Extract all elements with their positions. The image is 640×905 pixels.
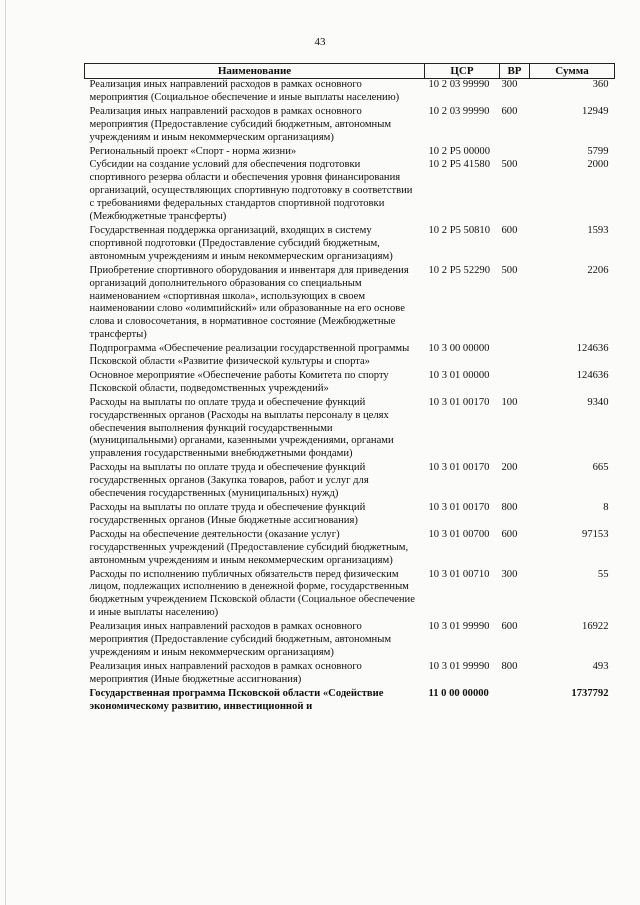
- cell-vr: [500, 688, 530, 715]
- cell-sum: 9340: [587, 396, 609, 408]
- table-row: [85, 462, 615, 502]
- cell-name: Реализация иных направлений расходов в рамках основного мероприятия (Предоставление субсидий бюджетным, автономным учреждениям и иным некоммерческим организациям): [89, 621, 392, 658]
- table-body: [85, 79, 615, 715]
- cell-vr: 200: [501, 462, 518, 474]
- cell-csr: 10 3 01 00700: [428, 528, 490, 540]
- cell-sum: 8: [603, 502, 609, 513]
- cell-vr: [500, 146, 530, 160]
- cell-sum: 665: [592, 462, 609, 474]
- cell-csr: 10 3 01 00000: [428, 369, 490, 381]
- cell-vr: 600: [501, 621, 518, 633]
- cell-csr: 10 2 P5 50810: [428, 224, 491, 236]
- cell-sum: 2000: [587, 159, 609, 171]
- cell-sum: 16922: [582, 621, 609, 633]
- cell-name: Региональный проект «Спорт - норма жизни»: [89, 145, 297, 157]
- cell-name: Расходы на выплаты по оплате труда и обеспечение функций государственных органов (Расходы на выплаты персоналу в целях обеспечения выполнения функций государственными (муниципальными) органами, казенными учреждениями, органами управления государственными внебюджетными фондами): [89, 396, 394, 460]
- cell-vr: 100: [501, 396, 518, 408]
- cell-vr: [500, 370, 530, 397]
- cell-csr: 10 3 01 99990: [428, 621, 490, 633]
- cell-csr: 10 3 00 00000: [428, 343, 490, 355]
- table-row: [85, 621, 615, 661]
- table-row: [85, 529, 615, 569]
- table-row: [85, 106, 615, 146]
- header-name: Наименование: [85, 64, 425, 79]
- cell-sum: 12949: [582, 105, 609, 117]
- cell-csr: 10 2 P5 52290: [428, 264, 491, 276]
- cell-vr: 300: [501, 79, 518, 90]
- cell-name: Подпрограмма «Обеспечение реализации государственной программы Псковской области «Развитие физической культуры и спорта»: [89, 343, 410, 368]
- header-sum: Сумма: [530, 64, 615, 79]
- cell-name: Государственная программа Псковской области «Содействие экономическому развитию, инвестиционной и: [89, 687, 384, 712]
- cell-csr: 10 3 01 00710: [428, 568, 490, 580]
- cell-vr: 300: [501, 568, 518, 580]
- table-row: [85, 370, 615, 397]
- cell-name: Расходы по исполнению публичных обязательств перед физическим лицом, подлежащих исполнению в денежной форме, государственным бюджетным учреждением Псковской области (Социальное обеспечение и иные выплаты населению): [89, 568, 415, 619]
- table-row: [85, 79, 615, 106]
- cell-vr: 500: [501, 264, 518, 276]
- page-edge-line: [5, 0, 6, 905]
- cell-sum: 2206: [587, 264, 609, 276]
- table-row: [85, 688, 615, 715]
- table-row: [85, 502, 615, 529]
- cell-sum: 5799: [587, 145, 609, 157]
- cell-csr: 10 2 03 99990: [428, 105, 490, 117]
- table-row: [85, 343, 615, 370]
- cell-csr: 10 2 03 99990: [428, 79, 490, 90]
- cell-sum: 493: [592, 660, 609, 672]
- cell-name: Расходы на обеспечение деятельности (оказание услуг) государственных учреждений (Предоставление субсидий бюджетным, автономным учреждениям и иным некоммерческим организациям): [89, 528, 409, 566]
- cell-name: Государственная поддержка организаций, входящих в систему спортивной подготовки (Предоставление субсидий бюджетным, автономным учреждениям и иным некоммерческим организациям): [89, 224, 393, 262]
- cell-sum: 97153: [582, 528, 609, 540]
- cell-name: Расходы на выплаты по оплате труда и обеспечение функций государственных органов (Закупка товаров, работ и услуг для обеспечения государственных (муниципальных) нужд): [89, 462, 369, 500]
- cell-csr: 10 3 01 00170: [428, 396, 490, 408]
- cell-name: Приобретение спортивного оборудования и инвентаря для приведения организаций дополнительного образования со специальным наименованием «спортивная школа», использующих в своем наименовании слово «олимпийский» или образованные на его основе слова и словосочетания, в нормативное состояние (Межбюджетные трансферты): [89, 264, 409, 341]
- cell-name: Расходы на выплаты по оплате труда и обеспечение функций государственных органов (Иные бюджетные ассигнования): [89, 502, 366, 526]
- cell-name: Субсидии на создание условий для обеспечения подготовки спортивного резерва области и обеспечения уровня финансирования организаций, осуществляющих спортивную подготовку в соответствии с требованиями федеральных стандартов спортивной подготовки (Межбюджетные трансферты): [89, 159, 413, 223]
- table-row: [85, 569, 615, 622]
- cell-sum: 1593: [587, 224, 609, 236]
- cell-name: Реализация иных направлений расходов в рамках основного мероприятия (Предоставление субсидий бюджетным, автономным учреждениям и иным некоммерческим организациям): [89, 105, 392, 143]
- cell-csr: 11 0 00 00000: [428, 687, 489, 699]
- cell-csr: 10 2 P5 41580: [428, 159, 491, 171]
- cell-sum: 1737792: [571, 687, 609, 699]
- cell-vr: 600: [501, 224, 518, 236]
- cell-name: Реализация иных направлений расходов в рамках основного мероприятия (Иные бюджетные ассигнования): [89, 660, 362, 685]
- table-row: [85, 661, 615, 688]
- cell-sum: 55: [597, 568, 609, 580]
- cell-name: Основное мероприятие «Обеспечение работы Комитета по спорту Псковской области, подведомственных учреждений»: [89, 369, 389, 394]
- budget-table: [84, 63, 615, 715]
- header-csr: ЦСР: [425, 64, 500, 79]
- cell-csr: 10 2 P5 00000: [428, 145, 491, 157]
- cell-csr: 10 3 01 00170: [428, 502, 490, 513]
- cell-sum: 124636: [576, 343, 609, 355]
- cell-vr: 800: [501, 660, 518, 672]
- cell-vr: 600: [501, 105, 518, 117]
- table-row: [85, 146, 615, 160]
- table-row: [85, 159, 615, 225]
- table-row: [85, 397, 615, 463]
- cell-csr: 10 3 01 00170: [428, 462, 490, 474]
- cell-vr: [500, 343, 530, 370]
- cell-vr: 600: [501, 528, 518, 540]
- cell-sum: 124636: [576, 369, 609, 381]
- cell-vr: 800: [501, 502, 518, 513]
- table-header-row: [85, 64, 615, 79]
- table-row: [85, 265, 615, 343]
- cell-vr: 500: [501, 159, 518, 171]
- cell-sum: 360: [592, 79, 609, 90]
- table-row: [85, 225, 615, 265]
- cell-name: Реализация иных направлений расходов в рамках основного мероприятия (Социальное обеспечение и иные выплаты населению): [89, 79, 400, 103]
- page-number: 43: [314, 36, 326, 48]
- cell-csr: 10 3 01 99990: [428, 660, 490, 672]
- header-vr: ВР: [500, 64, 530, 79]
